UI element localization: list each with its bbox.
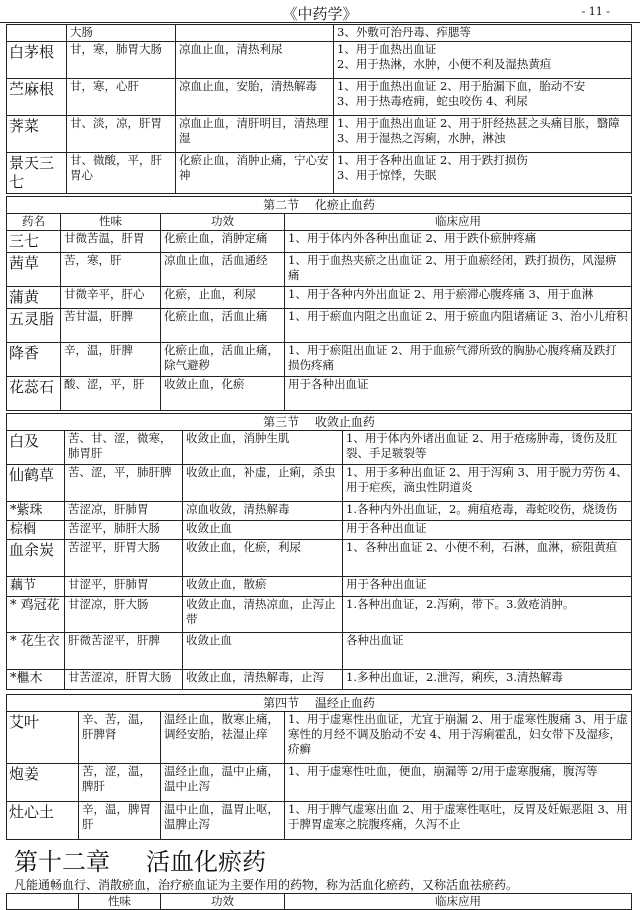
herb-taste: 苦涩平，肺肝大肠 [65,521,183,540]
herb-clinical: 1、用于体内外诸出血证 2、用于疮疡肿毒，烫伤及肛裂、手足皲裂等 [343,431,632,465]
herb-name: 景天三七 [7,153,67,194]
table-row [7,502,632,521]
book-title: 《中药学》 [282,5,358,23]
herb-taste: 苦，涩，温，脾肝 [79,764,161,802]
herb-effect: 化瘀止血，消肿定痛 [161,231,285,253]
section-heading: 第四节 温经止血药 [7,695,632,712]
table-row [7,116,632,153]
herb-name: 苎麻根 [7,79,67,116]
herb-effect: 收敛止血，清热凉血，止泻止带 [183,597,343,633]
column-header: 功效 [161,894,285,910]
herb-taste: 甘涩平，肝肺胃 [65,577,183,597]
clinical-line: 1、用于各种出血证 2、用于跌打损伤 [337,153,528,167]
clinical-line: 1、用于血热出血证 2、用于胎漏下血，胎动不安 [337,79,586,93]
herb-effect: 凉血止血，安胎，清热解毒 [176,79,334,116]
herb-taste: 甘微辛平，肝心 [61,287,161,309]
table-row [7,670,632,690]
herb-name: 荠菜 [7,116,67,153]
clinical-line: 1、用于血热出血证 2、用于肝经热甚之头痛目胀，翳障 [337,116,620,130]
herb-name: 五灵脂 [7,309,61,343]
page-header [0,0,640,23]
herb-taste: 苦涩凉，肝肺胃 [65,502,183,521]
herb-taste: 苦，寒，肝 [61,253,161,287]
table-row [7,153,632,194]
table-row [7,231,632,253]
table-row [7,465,632,502]
table-row [7,79,632,116]
herb-name: 白茅根 [7,42,67,79]
herb-taste: 甘苦涩凉，肝胃大肠 [65,670,183,690]
herb-clinical: 1、用于瘀血内阻之出血证 2、用于瘀血内阻诸痛证 3、治小儿疳积 [285,309,632,343]
herb-name: 三七 [7,231,61,253]
chapter-heading [14,848,266,876]
herb-clinical: 1、用于虚寒性出血证，尤宜于崩漏 2、用于虚寒性腹痛 3、用于虚寒性的月经不调及胎动不安 4、用于泻痢霍乱，妇女带下及湿疹，疥癣 [285,712,632,764]
herb-taste: 大肠 [67,25,176,42]
herb-name: 花蕊石 [7,377,61,411]
herb-clinical: 1、用于体内外各种出血证 2、用于跌仆瘀肿疼痛 [285,231,632,253]
herb-name: *紫珠 [7,502,65,521]
column-header: 性味 [79,894,161,910]
herb-clinical: 1.各种出血证，2.泻痢，带下。3.敛疮消肿。 [343,597,632,633]
section-3-table [6,413,632,690]
herb-taste: 甘微苦温，肝胃 [61,231,161,253]
herb-taste: 辛，温，脾胃肝 [79,802,161,840]
herb-effect: 化瘀止血，活血止痛，除气避秽 [161,343,285,377]
herb-clinical: 用于各种出血证 [343,577,632,597]
herb-clinical [334,153,632,194]
table-row [7,764,632,802]
table-header-row [7,214,632,231]
table-row [7,253,632,287]
herb-effect: 凉血止血，活血通经 [161,253,285,287]
herb-name: 仙鹤草 [7,465,65,502]
clinical-line: 3、用于惊悸，失眠 [337,168,437,182]
herb-effect: 凉血止血，清肝明目，清热理湿 [176,116,334,153]
herb-taste: 酸、涩，平，肝 [61,377,161,411]
herb-clinical: 用于各种出血证 [285,377,632,411]
column-header: 性味 [61,214,161,231]
herb-clinical: 用于各种出血证 [343,521,632,540]
herb-clinical: 1、用于脾气虚寒出血 2、用于虚寒性呕吐，反胃及妊娠恶阻 3、用于脾胃虚寒之脘腹疼痛，久泻不止 [285,802,632,840]
section-2-table [6,196,632,411]
clinical-line: 3、用于热毒疮痈，蛇虫咬伤 4、利尿 [337,94,528,108]
herb-clinical: 3、外敷可治丹毒、痄腮等 [334,25,632,42]
herb-effect: 温经止血，温中止痛，温中止泻 [161,764,285,802]
herb-taste: 辛，温，肝脾 [61,343,161,377]
table-row [7,25,632,42]
herb-taste: 甘、淡，凉，肝胃 [67,116,176,153]
table-row [7,521,632,540]
herb-taste: 苦、涩，平，肺肝脾 [65,465,183,502]
herb-name: 炮姜 [7,764,79,802]
table-row [7,712,632,764]
table-row [7,309,632,343]
herb-name: 灶心土 [7,802,79,840]
table-row [7,597,632,633]
column-header: 临床应用 [285,894,632,910]
herb-taste: 甘涩凉，肝大肠 [65,597,183,633]
table-row [7,42,632,79]
table-row [7,802,632,840]
herb-name: 白及 [7,431,65,465]
herb-taste: 苦涩平，肝胃大肠 [65,540,183,577]
herb-taste: 苦甘温，肝脾 [61,309,161,343]
herb-clinical: 1、用于多种出血证 2、用于泻痢 3、用于脱力劳伤 4、用于疟疾，滴虫性阴道炎 [343,465,632,502]
page-number: - 11 - [581,5,610,18]
herb-effect: 收敛止血 [183,521,343,540]
section-4-table [6,694,632,840]
column-header [7,894,79,910]
herb-name: 棕榈 [7,521,65,540]
table-row [7,431,632,465]
clinical-line: 2、用于热淋，水肿，小便不利及湿热黄疸 [337,57,552,71]
herb-effect: 收敛止血，清热解毒，止泻 [183,670,343,690]
herb-clinical: 1、用于各种内外出血证 2、用于瘀滞心腹疼痛 3、用于血淋 [285,287,632,309]
herb-name: * 花生衣 [7,633,65,670]
herb-taste: 甘、微酸，平，肝胃心 [67,153,176,194]
herb-name: 艾叶 [7,712,79,764]
herb-clinical: 1、用于虚寒性吐血，便血，崩漏等 2/用于虚寒腹痛，腹泻等 [285,764,632,802]
column-header: 药名 [7,214,61,231]
herb-effect: 温中止血，温胃止呕，温脾止泻 [161,802,285,840]
herb-taste: 甘，寒，肺胃大肠 [67,42,176,79]
herb-effect: 收敛止血，化瘀 [161,377,285,411]
herb-clinical [334,116,632,153]
herb-effect: 收敛止血，补虚，止痢，杀虫 [183,465,343,502]
clinical-line: 1、用于血热出血证 [337,42,437,56]
herb-effect: 收敛止血 [183,633,343,670]
table-row [7,287,632,309]
chapter-number: 第十二章 [14,848,110,876]
herb-name: 茜草 [7,253,61,287]
herb-name [7,25,67,42]
herb-effect: 化瘀，止血，利尿 [161,287,285,309]
chapter-title: 活血化瘀药 [146,848,266,876]
herb-effect: 收敛止血，化瘀，利尿 [183,540,343,577]
herb-effect: 温经止血，散寒止痛，调经安胎，祛湿止痒 [161,712,285,764]
herb-name: 藕节 [7,577,65,597]
herb-effect: 化瘀止血，活血止痛 [161,309,285,343]
herb-effect: 凉血止血，清热利尿 [176,42,334,79]
herb-name: 降香 [7,343,61,377]
herb-name: 蒲黄 [7,287,61,309]
herb-name: 血余炭 [7,540,65,577]
herb-clinical: 1、用于血热夹瘀之出血证 2、用于血瘀经闭，跌打损伤，风湿痹痛 [285,253,632,287]
herb-taste: 肝微苦涩平，肝脾 [65,633,183,670]
table-row [7,343,632,377]
herb-clinical: 1、用于瘀阻出血证 2、用于血瘀气滞所致的胸胁心腹疼痛及跌打损伤疼痛 [285,343,632,377]
herb-clinical [334,79,632,116]
herb-effect: 化瘀止血，消肿止痛，宁心安神 [176,153,334,194]
section-heading: 第二节 化瘀止血药 [7,197,632,214]
herb-effect: 收敛止血，散瘀 [183,577,343,597]
herb-name: * 鸡冠花 [7,597,65,633]
herb-effect: 收敛止血，消肿生肌 [183,431,343,465]
column-header: 临床应用 [285,214,632,231]
table-row [7,377,632,411]
herb-effect [176,25,334,42]
herb-clinical: 1、各种出血证 2、小便不利，石淋，血淋，瘀阻黄疸 [343,540,632,577]
herb-taste: 苦、甘、涩，微寒，肺胃肝 [65,431,183,465]
herb-clinical: 1.各种内外出血证，2。痈疽疮毒，毒蛇咬伤，烧烫伤 [343,502,632,521]
herb-clinical: 1.多种出血证，2.泄泻，痢疾，3.清热解毒 [343,670,632,690]
herb-effect: 凉血收敛，清热解毒 [183,502,343,521]
clinical-line: 3、用于湿热之泻痢，水肿，淋浊 [337,131,506,145]
table-row [7,577,632,597]
section-top-table [6,24,632,194]
herb-name: *檵木 [7,670,65,690]
herb-clinical: 各种出血证 [343,633,632,670]
column-header: 功效 [161,214,285,231]
table-row [7,633,632,670]
chapter-table-header [6,893,632,910]
herb-taste: 甘，寒，心肝 [67,79,176,116]
section-heading: 第三节 收敛止血药 [7,414,632,431]
herb-clinical [334,42,632,79]
herb-taste: 辛、苦，温，肝脾肾 [79,712,161,764]
table-row [7,540,632,577]
chapter-intro: 凡能通畅血行、消散瘀血，治疗瘀血证为主要作用的药物，称为活血化瘀药，又称活血祛瘀药。 [14,878,519,892]
